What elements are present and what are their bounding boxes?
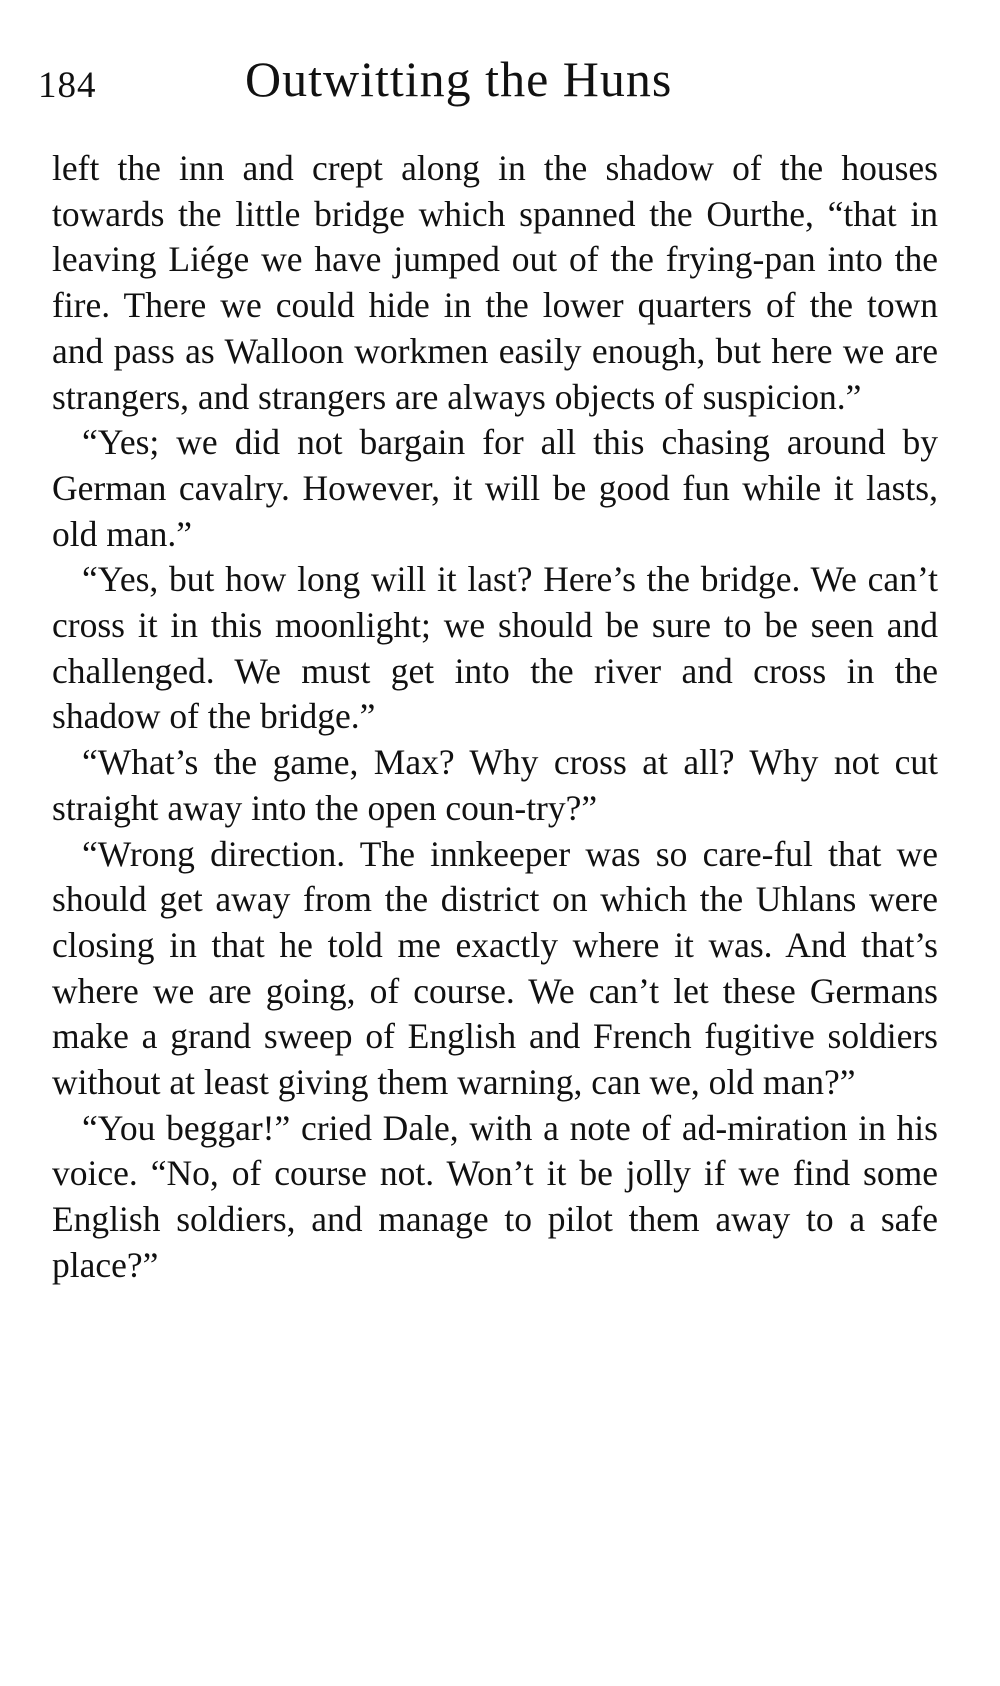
paragraph-3: “Yes, but how long will it last? Here’s the bridge. We can’t cross it in this moonlight; we should be sure to be seen and challenged. We must get into the river and cross in the shadow of the bridge.” [52,559,938,737]
page-number: 184 [38,65,97,106]
paragraph-5: “Wrong direction. The innkeeper was so care-ful that we should get away from the district on which the Uhlans were closing in that he told me exactly where it was. And that’s where we are going, of course. We can’t let these Germans make a grand sweep of English and French fugitive soldiers without at least giving them warning, can we, old man?” [52,833,938,1103]
running-title: Outwitting the Huns [245,51,673,107]
paragraph-1: left the inn and crept along in the shadow of the houses towards the little bridge which spanned the Ourthe, “that in leaving Liége we have jumped out of the frying-pan into the fire. There we could hide in the lower quarters of the town and pass as Walloon workmen easily enough, but here we are strangers, and strangers are always objects of suspicion.” [52,148,938,417]
paragraph-2: “Yes; we did not bargain for all this chasing around by German cavalry. However, it will be good fun while it lasts, old man.” [52,422,938,554]
paragraph-6: “You beggar!” cried Dale, with a note of ad-miration in his voice. “No, of course not. Won’t it be jolly if we find some English soldiers, and manage to pilot them away to a safe place?” [52,1107,938,1285]
paragraph-4: “What’s the game, Max? Why cross at all? Why not cut straight away into the open coun-try?” [52,742,938,828]
page-header [38,50,938,120]
body-text [52,146,938,1289]
